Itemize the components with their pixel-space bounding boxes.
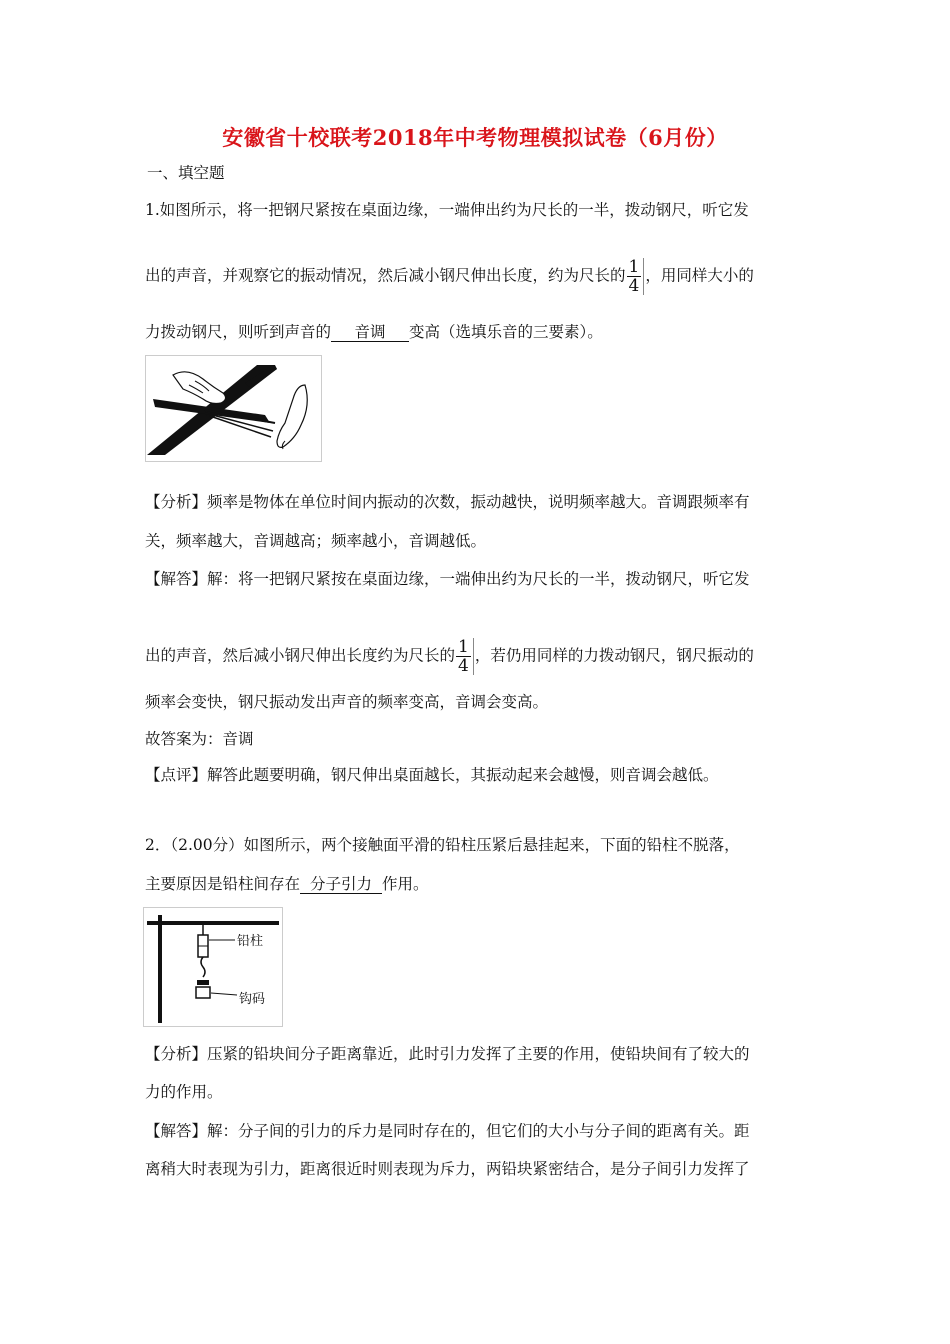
q1-text-segment: ，若仍用同样的力拨动钢尺，钢尺振动的	[474, 646, 754, 665]
q2-text-line-2	[145, 873, 429, 895]
lead-cylinder-figure	[143, 907, 283, 1027]
q1-text-line-2	[145, 258, 754, 295]
q1-analysis-line-2: 关，频率越大，音调越高；频率越小，音调越低。	[145, 532, 487, 550]
fraction	[627, 258, 645, 295]
q1-solution-line-3: 频率会变快，钢尺振动发出声音的频率变高，音调会变高。	[145, 693, 549, 711]
q1-solution-line-2	[145, 638, 754, 675]
q2-text-line-1: 2．（2.00分）如图所示，两个接触面平滑的铅柱压紧后悬挂起来，下面的铅柱不脱落，	[145, 836, 740, 854]
q1-text-segment: 出的声音，然后减小钢尺伸出长度约为尺长的	[145, 646, 456, 665]
ruler-figure	[145, 355, 323, 463]
q1-final-answer: 故答案为：音调	[145, 730, 254, 748]
q1-text-line-1: 1.如图所示，将一把钢尺紧按在桌面边缘，一端伸出约为尺长的一半，拨动钢尺，听它发	[145, 201, 749, 219]
q1-text-segment: 力拨动钢尺，则听到声音的	[145, 323, 332, 341]
q2-solution-line-2: 离稍大时表现为引力，距离很近时则表现为斥力，两铅块紧密结合，是分子间引力发挥了	[145, 1160, 750, 1178]
answer-blank: 分子引力	[300, 875, 382, 894]
answer-blank: 音调	[331, 323, 409, 342]
section-heading: 一、填空题	[147, 164, 225, 182]
q2-solution-line-1: 【解答】解：分子间的引力的斥力是同时存在的，但它们的大小与分子间的距离有关。距	[145, 1122, 750, 1140]
fraction	[456, 638, 474, 675]
q2-text-segment: 主要原因是铅柱间存在	[145, 875, 301, 893]
q2-analysis-line-1: 【分析】压紧的铅块间分子距离靠近，此时引力发挥了主要的作用，使铅块间有了较大的	[145, 1045, 750, 1063]
fraction-numerator: 1	[458, 637, 469, 657]
page-title: 安徽省十校联考2018年中考物理模拟试卷（6月份）	[222, 125, 728, 150]
q1-text-segment: 变高（选填乐音的三要素）。	[409, 323, 603, 341]
q1-text-segment: 出的声音，并观察它的振动情况，然后减小钢尺伸出长度，约为尺长的	[145, 266, 626, 285]
q2-analysis-line-2: 力的作用。	[145, 1083, 223, 1101]
figure-label-hook-weight: 钩码	[239, 992, 266, 1007]
q1-text-segment: ，用同样大小的	[645, 266, 754, 285]
q1-text-line-3	[145, 321, 603, 343]
fraction-denominator: 4	[628, 276, 640, 296]
q1-analysis-line-1: 【分析】频率是物体在单位时间内振动的次数，振动越快，说明频率越大。音调跟频率有	[145, 493, 750, 511]
fraction-denominator: 4	[458, 656, 469, 676]
q1-solution-line-1: 【解答】解：将一把钢尺紧按在桌面边缘，一端伸出约为尺长的一半，拨动钢尺，听它发	[145, 570, 750, 588]
fraction-numerator: 1	[628, 257, 640, 277]
figure-label-lead-cylinder: 铅柱	[237, 934, 264, 949]
q2-text-segment: 作用。	[382, 875, 429, 893]
q1-comment: 【点评】解答此题要明确，钢尺伸出桌面越长，其振动起来会越慢，则音调会越低。	[145, 766, 719, 784]
